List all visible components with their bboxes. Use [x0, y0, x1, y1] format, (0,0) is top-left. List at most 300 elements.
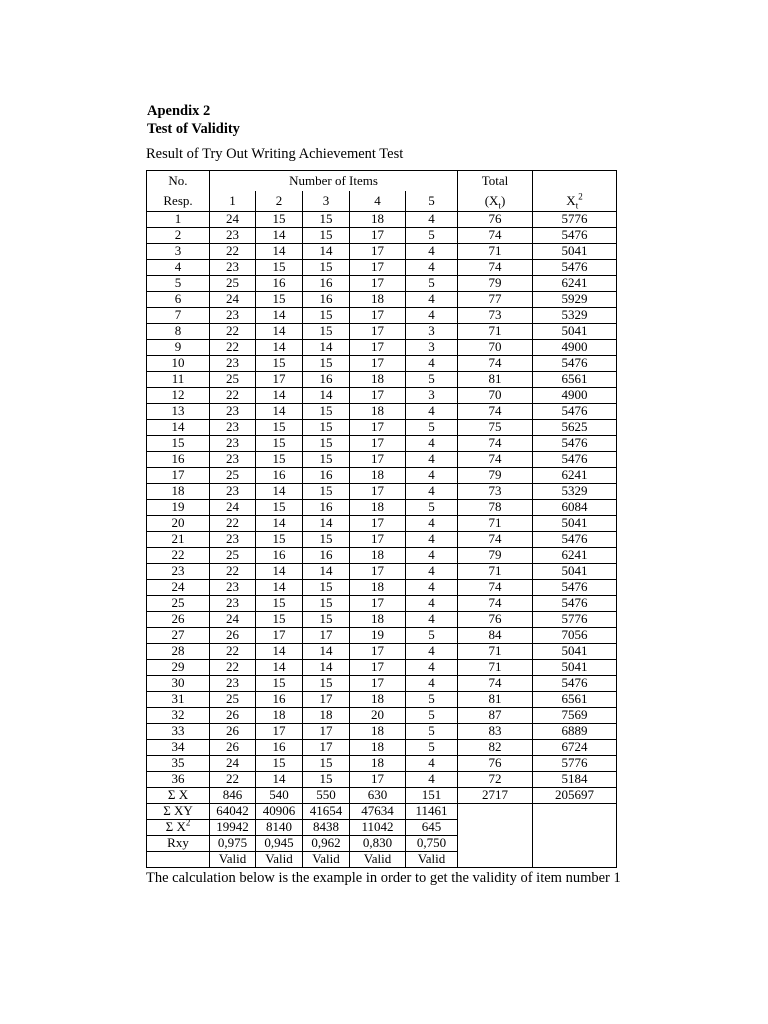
- table-row: [147, 580, 617, 596]
- item-score-cell: 17: [350, 532, 406, 548]
- resp-no-cell: 13: [147, 404, 210, 420]
- total-cell: 71: [458, 244, 533, 260]
- resp-no-cell: 4: [147, 260, 210, 276]
- table-row: [147, 388, 617, 404]
- item-score-cell: 4: [406, 212, 458, 228]
- total-squared-cell: 4900: [533, 388, 617, 404]
- total-squared-cell: 4900: [533, 340, 617, 356]
- item-score-cell: 14: [256, 308, 303, 324]
- item-score-cell: 25: [210, 692, 256, 708]
- header-xt2: $X_t^2$: [533, 191, 617, 212]
- total-cell: 74: [458, 676, 533, 692]
- item-score-cell: 15: [303, 212, 350, 228]
- item-score-cell: 25: [210, 548, 256, 564]
- total-squared-cell: 5041: [533, 324, 617, 340]
- item-score-cell: 14: [256, 404, 303, 420]
- sum-x-cell: 846: [210, 788, 256, 804]
- total-cell: 79: [458, 548, 533, 564]
- table-row: [147, 772, 617, 788]
- item-score-cell: 26: [210, 628, 256, 644]
- item-score-cell: 15: [303, 228, 350, 244]
- item-score-cell: 22: [210, 244, 256, 260]
- item-score-cell: 4: [406, 452, 458, 468]
- table-row: [147, 244, 617, 260]
- table-row: [147, 596, 617, 612]
- item-score-cell: 22: [210, 564, 256, 580]
- item-score-cell: 18: [350, 756, 406, 772]
- header-xt2-top: [533, 171, 617, 192]
- item-score-cell: 22: [210, 772, 256, 788]
- item-score-cell: 5: [406, 740, 458, 756]
- sum-x2-cell: 645: [406, 820, 458, 836]
- table-row: [147, 420, 617, 436]
- sum-x-row: [147, 788, 617, 804]
- item-score-cell: 15: [303, 596, 350, 612]
- total-cell: 76: [458, 612, 533, 628]
- item-score-cell: 16: [303, 292, 350, 308]
- item-score-cell: 15: [303, 532, 350, 548]
- item-score-cell: 17: [350, 228, 406, 244]
- total-cell: 74: [458, 356, 533, 372]
- total-cell: 72: [458, 772, 533, 788]
- total-squared-cell: 5476: [533, 532, 617, 548]
- table-row: [147, 324, 617, 340]
- resp-no-cell: 26: [147, 612, 210, 628]
- item-score-cell: 5: [406, 628, 458, 644]
- resp-no-cell: 19: [147, 500, 210, 516]
- total-cell: 83: [458, 724, 533, 740]
- item-score-cell: 14: [256, 228, 303, 244]
- total-cell: 77: [458, 292, 533, 308]
- resp-no-cell: 12: [147, 388, 210, 404]
- total-cell: 78: [458, 500, 533, 516]
- total-cell: 71: [458, 644, 533, 660]
- total-cell: 74: [458, 260, 533, 276]
- header-item-5: 5: [406, 191, 458, 212]
- item-score-cell: 17: [350, 436, 406, 452]
- item-score-cell: 17: [303, 740, 350, 756]
- total-squared-cell: 5476: [533, 452, 617, 468]
- rxy-cell: 0,975: [210, 836, 256, 852]
- item-score-cell: 4: [406, 596, 458, 612]
- total-squared-cell: 5041: [533, 244, 617, 260]
- total-squared-cell: 5476: [533, 404, 617, 420]
- sum-x-cell: 151: [406, 788, 458, 804]
- validity-cell: Valid: [256, 852, 303, 868]
- item-score-cell: 4: [406, 772, 458, 788]
- sum-x-cell: 2717: [458, 788, 533, 804]
- item-score-cell: 17: [350, 644, 406, 660]
- total-squared-cell: 5476: [533, 228, 617, 244]
- total-squared-cell: 5476: [533, 356, 617, 372]
- item-score-cell: 14: [303, 388, 350, 404]
- total-squared-cell: 5329: [533, 484, 617, 500]
- header-no: No.: [147, 171, 210, 192]
- validity-cell: Valid: [406, 852, 458, 868]
- item-score-cell: 24: [210, 212, 256, 228]
- total-cell: 79: [458, 468, 533, 484]
- total-squared-cell: 7569: [533, 708, 617, 724]
- item-score-cell: 18: [350, 372, 406, 388]
- table-row: [147, 404, 617, 420]
- total-squared-cell: 5041: [533, 644, 617, 660]
- sum-x2-cell: 8140: [256, 820, 303, 836]
- item-score-cell: 5: [406, 228, 458, 244]
- appendix-heading: Apendix 2: [147, 103, 211, 119]
- total-squared-cell: 6241: [533, 276, 617, 292]
- sum-x-cell: 205697: [533, 788, 617, 804]
- table-row: [147, 452, 617, 468]
- item-score-cell: 17: [350, 308, 406, 324]
- sum-x2-cell: 8438: [303, 820, 350, 836]
- total-cell: 75: [458, 420, 533, 436]
- table-row: [147, 612, 617, 628]
- item-score-cell: 4: [406, 404, 458, 420]
- total-squared-cell: 7056: [533, 628, 617, 644]
- header-item-2: 2: [256, 191, 303, 212]
- header-item-4: 4: [350, 191, 406, 212]
- sum-x2-cell: 19942: [210, 820, 256, 836]
- total-cell: 81: [458, 692, 533, 708]
- table-row: [147, 484, 617, 500]
- rxy-cell: Rxy: [147, 836, 210, 852]
- item-score-cell: 14: [256, 244, 303, 260]
- item-score-cell: 14: [256, 516, 303, 532]
- resp-no-cell: 25: [147, 596, 210, 612]
- item-score-cell: 14: [256, 564, 303, 580]
- item-score-cell: 4: [406, 484, 458, 500]
- item-score-cell: 18: [350, 292, 406, 308]
- resp-no-cell: 35: [147, 756, 210, 772]
- total-squared-cell: 6561: [533, 692, 617, 708]
- item-score-cell: 15: [303, 260, 350, 276]
- resp-no-cell: 30: [147, 676, 210, 692]
- item-score-cell: 14: [256, 644, 303, 660]
- item-score-cell: 17: [350, 244, 406, 260]
- header-item-3: 3: [303, 191, 350, 212]
- item-score-cell: 18: [350, 580, 406, 596]
- resp-no-cell: 7: [147, 308, 210, 324]
- item-score-cell: 16: [256, 548, 303, 564]
- item-score-cell: 4: [406, 612, 458, 628]
- item-score-cell: 22: [210, 644, 256, 660]
- item-score-cell: 14: [256, 484, 303, 500]
- sum-xy-cell: Σ XY: [147, 804, 210, 820]
- item-score-cell: 4: [406, 356, 458, 372]
- item-score-cell: 23: [210, 420, 256, 436]
- item-score-cell: 18: [350, 404, 406, 420]
- item-score-cell: 24: [210, 292, 256, 308]
- table-row: [147, 628, 617, 644]
- resp-no-cell: 8: [147, 324, 210, 340]
- sum-x2-cell: 11042: [350, 820, 406, 836]
- sum-x2-label: Σ $X^2$: [147, 820, 210, 836]
- item-score-cell: 18: [350, 724, 406, 740]
- item-score-cell: 17: [350, 772, 406, 788]
- resp-no-cell: 17: [147, 468, 210, 484]
- item-score-cell: 18: [350, 740, 406, 756]
- total-squared-cell: 5476: [533, 676, 617, 692]
- total-cell: 71: [458, 564, 533, 580]
- item-score-cell: 4: [406, 532, 458, 548]
- total-squared-cell: 5776: [533, 212, 617, 228]
- total-squared-cell: 6724: [533, 740, 617, 756]
- item-score-cell: 16: [303, 372, 350, 388]
- validity-cell: Valid: [350, 852, 406, 868]
- item-score-cell: 16: [303, 548, 350, 564]
- item-score-cell: 4: [406, 260, 458, 276]
- rxy-cell: 0,830: [350, 836, 406, 852]
- item-score-cell: 4: [406, 548, 458, 564]
- total-squared-cell: 5476: [533, 260, 617, 276]
- item-score-cell: 5: [406, 724, 458, 740]
- sum-xy-cell: 41654: [303, 804, 350, 820]
- item-score-cell: 25: [210, 468, 256, 484]
- sum-xy-row: [147, 804, 617, 820]
- table-row: [147, 308, 617, 324]
- item-score-cell: 4: [406, 436, 458, 452]
- item-score-cell: 26: [210, 708, 256, 724]
- total-cell: 74: [458, 404, 533, 420]
- total-squared-cell: 5041: [533, 660, 617, 676]
- item-score-cell: 23: [210, 404, 256, 420]
- resp-no-cell: 18: [147, 484, 210, 500]
- total-cell: 71: [458, 516, 533, 532]
- item-score-cell: 15: [256, 260, 303, 276]
- total-cell: 73: [458, 484, 533, 500]
- item-score-cell: 23: [210, 580, 256, 596]
- item-score-cell: 4: [406, 756, 458, 772]
- item-score-cell: 16: [256, 740, 303, 756]
- total-squared-cell: 6561: [533, 372, 617, 388]
- item-score-cell: 16: [256, 468, 303, 484]
- total-squared-cell: 5929: [533, 292, 617, 308]
- item-score-cell: 22: [210, 388, 256, 404]
- resp-no-cell: 22: [147, 548, 210, 564]
- table-row: [147, 260, 617, 276]
- item-score-cell: 15: [303, 324, 350, 340]
- item-score-cell: 15: [256, 676, 303, 692]
- total-cell: 73: [458, 308, 533, 324]
- resp-no-cell: 16: [147, 452, 210, 468]
- resp-no-cell: 3: [147, 244, 210, 260]
- item-score-cell: 17: [350, 420, 406, 436]
- item-score-cell: 15: [256, 420, 303, 436]
- item-score-cell: 14: [256, 660, 303, 676]
- total-squared-cell: 6084: [533, 500, 617, 516]
- item-score-cell: 17: [350, 356, 406, 372]
- item-score-cell: 22: [210, 324, 256, 340]
- table-row: [147, 436, 617, 452]
- item-score-cell: 5: [406, 708, 458, 724]
- item-score-cell: 18: [350, 500, 406, 516]
- item-score-cell: 4: [406, 644, 458, 660]
- header-total-xt: $(X_t)$: [458, 191, 533, 212]
- item-score-cell: 15: [256, 532, 303, 548]
- resp-no-cell: 11: [147, 372, 210, 388]
- total-cell: 74: [458, 580, 533, 596]
- item-score-cell: 22: [210, 660, 256, 676]
- item-score-cell: 23: [210, 596, 256, 612]
- item-score-cell: 5: [406, 372, 458, 388]
- item-score-cell: 17: [350, 276, 406, 292]
- item-score-cell: 4: [406, 468, 458, 484]
- table-row: [147, 708, 617, 724]
- item-score-cell: 23: [210, 532, 256, 548]
- item-score-cell: 15: [256, 452, 303, 468]
- table-row: [147, 292, 617, 308]
- total-squared-cell: 5776: [533, 756, 617, 772]
- footer-note: The calculation below is the example in order to get the validity of item number 1: [146, 870, 621, 886]
- item-score-cell: 14: [303, 244, 350, 260]
- resp-no-cell: 6: [147, 292, 210, 308]
- table-row: [147, 276, 617, 292]
- item-score-cell: 14: [303, 516, 350, 532]
- item-score-cell: 19: [350, 628, 406, 644]
- table-row: [147, 676, 617, 692]
- table-row: [147, 340, 617, 356]
- item-score-cell: 17: [350, 340, 406, 356]
- total-cell: 76: [458, 756, 533, 772]
- item-score-cell: 15: [256, 500, 303, 516]
- item-score-cell: 23: [210, 676, 256, 692]
- total-squared-cell: 5625: [533, 420, 617, 436]
- total-cell: 84: [458, 628, 533, 644]
- item-score-cell: 17: [350, 260, 406, 276]
- resp-no-cell: 14: [147, 420, 210, 436]
- total-squared-cell: 6889: [533, 724, 617, 740]
- item-score-cell: 18: [350, 212, 406, 228]
- total-squared-cell: 5476: [533, 436, 617, 452]
- table-row: [147, 644, 617, 660]
- resp-no-cell: 20: [147, 516, 210, 532]
- resp-no-cell: 27: [147, 628, 210, 644]
- item-score-cell: 24: [210, 612, 256, 628]
- total-cell: 70: [458, 340, 533, 356]
- item-score-cell: 18: [350, 548, 406, 564]
- item-score-cell: 14: [303, 644, 350, 660]
- table-row: [147, 468, 617, 484]
- table-row: [147, 564, 617, 580]
- item-score-cell: 24: [210, 500, 256, 516]
- header-total: Total: [458, 171, 533, 192]
- total-cell: 71: [458, 324, 533, 340]
- table-row: [147, 692, 617, 708]
- table-row: [147, 356, 617, 372]
- resp-no-cell: 31: [147, 692, 210, 708]
- item-score-cell: 17: [350, 484, 406, 500]
- total-squared-cell: 5184: [533, 772, 617, 788]
- item-score-cell: 3: [406, 340, 458, 356]
- item-score-cell: 14: [256, 340, 303, 356]
- item-score-cell: 25: [210, 372, 256, 388]
- table-row: [147, 740, 617, 756]
- total-cell: 81: [458, 372, 533, 388]
- item-score-cell: 18: [350, 468, 406, 484]
- resp-no-cell: 21: [147, 532, 210, 548]
- item-score-cell: 14: [303, 564, 350, 580]
- item-score-cell: 17: [350, 516, 406, 532]
- total-squared-cell: 5476: [533, 596, 617, 612]
- item-score-cell: 17: [303, 724, 350, 740]
- rxy-cell: 0,750: [406, 836, 458, 852]
- item-score-cell: 15: [303, 420, 350, 436]
- sum-x-cell: 540: [256, 788, 303, 804]
- item-score-cell: 17: [350, 660, 406, 676]
- item-score-cell: 18: [350, 692, 406, 708]
- blank-cell: [458, 804, 533, 868]
- total-squared-cell: 5776: [533, 612, 617, 628]
- header-number-of-items: Number of Items: [210, 171, 458, 192]
- item-score-cell: 18: [303, 708, 350, 724]
- resp-no-cell: 36: [147, 772, 210, 788]
- item-score-cell: 18: [256, 708, 303, 724]
- section-title: Test of Validity: [147, 121, 240, 137]
- item-score-cell: 5: [406, 692, 458, 708]
- total-cell: 70: [458, 388, 533, 404]
- resp-no-cell: 32: [147, 708, 210, 724]
- resp-no-cell: 29: [147, 660, 210, 676]
- resp-no-cell: 33: [147, 724, 210, 740]
- sum-x-cell: 630: [350, 788, 406, 804]
- sum-xy-cell: 64042: [210, 804, 256, 820]
- sum-xy-cell: 40906: [256, 804, 303, 820]
- item-score-cell: 26: [210, 724, 256, 740]
- item-score-cell: 15: [303, 452, 350, 468]
- table-row: [147, 500, 617, 516]
- validity-cell: Valid: [303, 852, 350, 868]
- item-score-cell: 17: [350, 452, 406, 468]
- total-cell: 74: [458, 596, 533, 612]
- item-score-cell: 25: [210, 276, 256, 292]
- item-score-cell: 15: [256, 212, 303, 228]
- item-score-cell: 23: [210, 436, 256, 452]
- total-squared-cell: 5476: [533, 580, 617, 596]
- validity-cell: Valid: [210, 852, 256, 868]
- table-row: [147, 660, 617, 676]
- item-score-cell: 14: [256, 324, 303, 340]
- sum-x-cell: 550: [303, 788, 350, 804]
- total-cell: 79: [458, 276, 533, 292]
- resp-no-cell: 2: [147, 228, 210, 244]
- item-score-cell: 14: [256, 580, 303, 596]
- resp-no-cell: 9: [147, 340, 210, 356]
- item-score-cell: 17: [350, 676, 406, 692]
- item-score-cell: 14: [303, 660, 350, 676]
- blank-cell: [533, 804, 617, 868]
- resp-no-cell: 34: [147, 740, 210, 756]
- item-score-cell: 4: [406, 308, 458, 324]
- item-score-cell: 4: [406, 244, 458, 260]
- item-score-cell: 4: [406, 516, 458, 532]
- item-score-cell: 4: [406, 292, 458, 308]
- item-score-cell: 18: [350, 612, 406, 628]
- item-score-cell: 15: [256, 436, 303, 452]
- item-score-cell: 15: [256, 756, 303, 772]
- table-row: [147, 516, 617, 532]
- table-row: [147, 228, 617, 244]
- item-score-cell: 14: [256, 772, 303, 788]
- table-row: [147, 756, 617, 772]
- resp-no-cell: 23: [147, 564, 210, 580]
- item-score-cell: 15: [303, 404, 350, 420]
- total-squared-cell: 5041: [533, 516, 617, 532]
- item-score-cell: 15: [256, 596, 303, 612]
- item-score-cell: 22: [210, 516, 256, 532]
- total-squared-cell: 5041: [533, 564, 617, 580]
- item-score-cell: 16: [256, 276, 303, 292]
- total-squared-cell: 6241: [533, 468, 617, 484]
